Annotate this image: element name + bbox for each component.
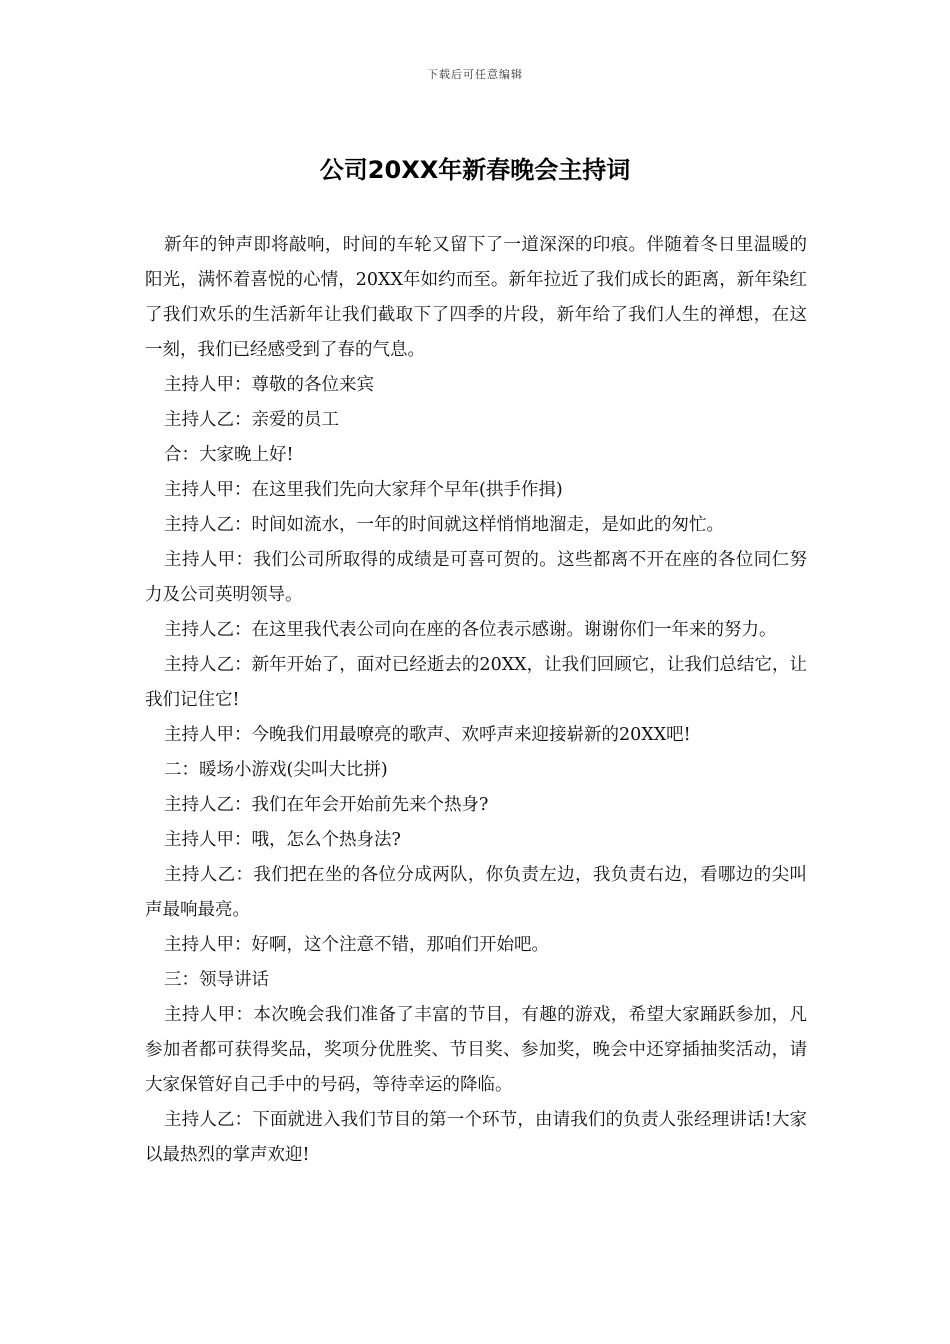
- paragraph-line: 主持人甲：今晚我们用最嘹亮的歌声、欢呼声来迎接崭新的20XX吧!: [164, 725, 691, 745]
- paragraph-line: 主持人乙：新年开始了，面对已经逝去的20XX，让我们回顾它，让我们总结它，让我们记住它!: [145, 655, 807, 710]
- header-note: 下载后可任意编辑: [427, 68, 523, 81]
- paragraph-line: 主持人乙：我们把在坐的各位分成两队，你负责左边，我负责右边，看哪边的尖叫声最响最亮。: [145, 865, 807, 920]
- paragraph-line: 主持人乙：在这里我代表公司向在座的各位表示感谢。谢谢你们一年来的努力。: [164, 620, 777, 640]
- paragraph-line: 主持人甲：我们公司所取得的成绩是可喜可贺的。这些都离不开在座的各位同仁努力及公司英明领导。: [145, 550, 807, 605]
- paragraph-line: 主持人乙：下面就进入我们节目的第一个环节，由请我们的负责人张经理讲话!大家以最热烈的掌声欢迎!: [145, 1110, 807, 1165]
- paragraph-line: 合：大家晚上好!: [164, 445, 294, 465]
- section-heading: 二：暖场小游戏(尖叫大比拼): [164, 760, 388, 780]
- section-heading: 三：领导讲话: [164, 970, 269, 990]
- document-body: [145, 228, 807, 1173]
- paragraph-line: 主持人乙：我们在年会开始前先来个热身?: [164, 795, 489, 815]
- paragraph-line: 主持人甲：尊敬的各位来宾: [164, 375, 374, 395]
- paragraph-line: 主持人甲：好啊，这个注意不错，那咱们开始吧。: [164, 935, 549, 955]
- paragraph-line: 主持人甲：本次晚会我们准备了丰富的节目，有趣的游戏，希望大家踊跃参加，凡参加者都可获得奖品，奖项分优胜奖、节目奖、参加奖，晚会中还穿插抽奖活动，请大家保管好自己手中的号码，等待幸运的降临。: [145, 1005, 807, 1095]
- paragraph-intro: 新年的钟声即将敲响，时间的车轮又留下了一道深深的印痕。伴随着冬日里温暖的阳光，满怀着喜悦的心情，20XX年如约而至。新年拉近了我们成长的距离，新年染红了我们欢乐的生活新年让我们截取下了四季的片段，新年给了我们人生的禅想，在这一刻，我们已经感受到了春的气息。: [145, 235, 807, 360]
- paragraph-line: 主持人乙：时间如流水，一年的时间就这样悄悄地溜走，是如此的匆忙。: [164, 515, 724, 535]
- paragraph-line: 主持人甲：在这里我们先向大家拜个早年(拱手作揖): [164, 480, 563, 500]
- paragraph-line: 主持人甲：哦，怎么个热身法?: [164, 830, 401, 850]
- document-title: 公司20XX年新春晚会主持词: [319, 156, 631, 184]
- paragraph-line: 主持人乙：亲爱的员工: [164, 410, 339, 430]
